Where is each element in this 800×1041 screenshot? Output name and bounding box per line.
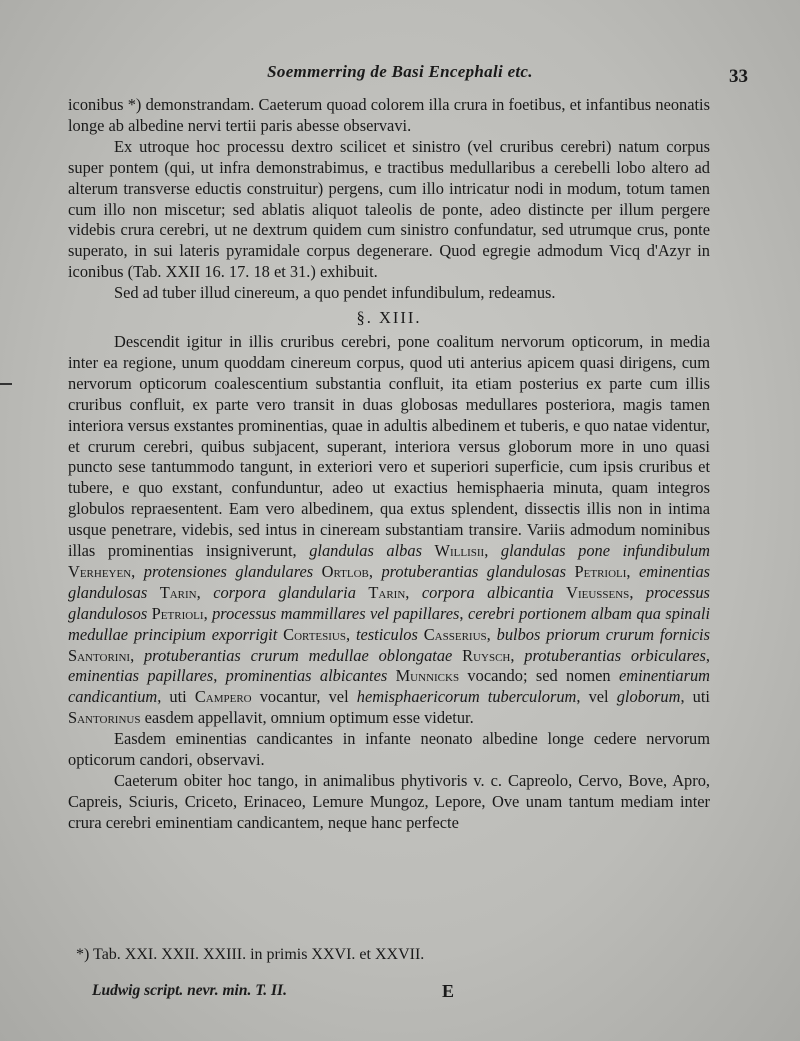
tail-a-italic: eminentiarum candicantium <box>68 666 710 707</box>
name-term: protuberantias orbiculares <box>524 645 706 665</box>
author-name: Casserius <box>423 624 487 644</box>
paragraph-continued: iconibus *) demonstrandam. Caeterum quoad colorem illa crura in foetibus, et infantibus neonatis longe ab albedine nervi tertii paris abesse observavi. <box>68 95 710 135</box>
section-heading: §. XIII. <box>356 308 422 328</box>
margin-mark <box>0 383 12 385</box>
name-term: protuberantias glandulosas <box>381 561 567 581</box>
author-name: Petrioli <box>574 561 627 581</box>
tail-f: easdem appellavit, omnium optimum esse videtur. <box>140 708 474 728</box>
page-header <box>0 62 800 90</box>
names-run: glandulas albas Willisii, glandulas pone infundibulum Verheyen, protensiones glandulares Ortlob, protuberantias glandulosas Petrioli, eminentias glandulosas Tarin, corpora glandularia Tarin, corpora albicantia Vieussens, processus glandulosos Petrioli, processus mammillares vel papillares, cerebri portionem albam qua spinali medullae principium exporrigit Cortesius, testiculos Casserius, bulbos priorum crurum fornicis Santorini, protuberantias crurum medullae oblongatae Ruysch, protuberantias orbiculares, eminentias papillares, prominentias albicantes Munnicks <box>68 541 711 686</box>
paragraph-easdem: Easdem eminentias candicantes in infante neonato albedine longe cedere nervorum opticorum candori, observavi. <box>68 729 710 770</box>
name-term: protensiones glandulares <box>143 561 314 581</box>
signature-mark: E <box>442 981 455 1001</box>
paragraph-tuber: Sed ad tuber illud cinereum, a quo pendet infundibulum, redeamus. <box>114 283 556 303</box>
name-term: prominentias albicantes <box>225 666 388 686</box>
page-number: 33 <box>729 66 748 87</box>
name-term: processus mammillares vel papillares <box>212 603 460 623</box>
name-term: cerebri portionem albam qua spinali medullae principium exporrigit <box>68 603 710 644</box>
signature-line <box>92 982 652 1004</box>
tail-d-italic: globorum <box>616 687 681 707</box>
name-term: processus glandulosos <box>68 582 710 623</box>
paragraph-crura: Ex utroque hoc processu dextro scilicet et sinistro (vel cruribus cerebri) natum corpus super pontem (qui, ut infra demonstrabimus, e tractibus medullaribus a cerebelli lobo altero ad alterum transverse eductis construitur) pergens, cum illo intricatur nodi in modum, totum tamen cum illo non miscetur; sed ablatis aliquot taleolis de ponte, adeo distincte per illum pergere videbis crura cerebri, ut ne dextrum quidem cum sinistro confundatur, sed utrumque crus, ponte superato, in sui lateris pyramidale corpus degenerare. Quod egregie admodum Vicq d'Azyr in iconibus (Tab. XXII 16. 17. 18 et 31.) exhibuit. <box>68 136 710 282</box>
author-name: Tarin <box>368 582 406 602</box>
name-term: protuberantias crurum medullae oblongatae <box>143 645 453 665</box>
author-name: Petrioli <box>151 603 204 623</box>
author-name: Willisii <box>434 541 485 561</box>
tail-e-name: Santorinus <box>68 708 141 728</box>
tail-c-italic: hemisphaericorum tuberculorum <box>356 687 577 707</box>
tail-a: vocando; sed nomen <box>467 666 619 686</box>
name-term: eminentias glandulosas <box>68 561 711 602</box>
tail-b: , uti <box>157 687 195 707</box>
running-head: Soemmerring de Basi Encephali etc. <box>267 62 533 81</box>
author-name: Cortesius <box>283 624 346 644</box>
author-name: Munnicks <box>395 666 460 686</box>
author-name: Santorini <box>68 645 131 665</box>
tail-e: , uti <box>680 687 710 707</box>
name-term: corpora albicantia <box>421 582 554 602</box>
author-name: Vieussens <box>566 582 630 602</box>
name-term: bulbos priorum crurum fornicis <box>496 624 710 644</box>
paragraph-descendit <box>68 332 710 729</box>
author-name: Verheyen <box>68 561 132 581</box>
tail-d: , vel <box>576 687 617 707</box>
author-name: Ortlob <box>321 561 369 581</box>
name-term: glandulas pone infundibulum <box>500 541 710 561</box>
paragraph-descendit-text: Descendit igitur in illis cruribus cerebri, pone coalitum nervorum opticorum, in media inter ea regione, unum quoddam cinereum corpus, quod uti anterius apicem quasi dirigens, cum nervorum opticorum coalescentium substantia confluit, ita etiam posterius ex parte cum illis cruribus confluit, ex parte vero transit in duas globosas medullares posteriora, magis tamen interiora versus exstantes prominentias, quae in adultis albedinem et tuberis, e quo natae videntur, et crurum cerebri, quibus subjacent, superant, interiora versus globorum more in uno quasi puncto sese tantummodo tangunt, in exteriori vero et superiori superficie, cum ipsis cruribus et tubere, e quo exstant, confunduntur, adeo ut exactius hemisphaeria minuta, quam integros globulos repraesentent. Eam vero albedinem, qua extus splendent, dissectis illis non in intima usque penetrare, videbis, sed intus in cineream substantiam transire. Variis admodum nominibus illas prominentias insigniverunt, <box>68 331 710 561</box>
tail-b-name: Campero <box>194 687 252 707</box>
tail-c: vocantur, vel <box>251 687 357 707</box>
body-text <box>68 95 710 834</box>
paragraph-caeterum: Caeterum obiter hoc tango, in animalibus phytivoris v. c. Capreolo, Cervo, Bove, Apro, Capreis, Sciuris, Criceto, Erinaceo, Lemure Mungoz, Lepore, Ove unam tantum mediam inter crura cerebri eminentiam candicantem, neque hanc perfecte <box>68 771 710 832</box>
author-name: Tarin <box>159 582 197 602</box>
author-name: Ruysch <box>462 645 511 665</box>
footnote: *) Tab. XXI. XXII. XXIII. in primis XXVI. et XXVII. <box>76 946 425 963</box>
name-term: glandulas albas <box>309 541 422 561</box>
printer-signature: Ludwig script. nevr. min. T. II. <box>92 982 287 999</box>
name-term: testiculos <box>355 624 418 644</box>
name-term: eminentias papillares <box>68 666 214 686</box>
name-term: corpora glandularia <box>213 582 356 602</box>
